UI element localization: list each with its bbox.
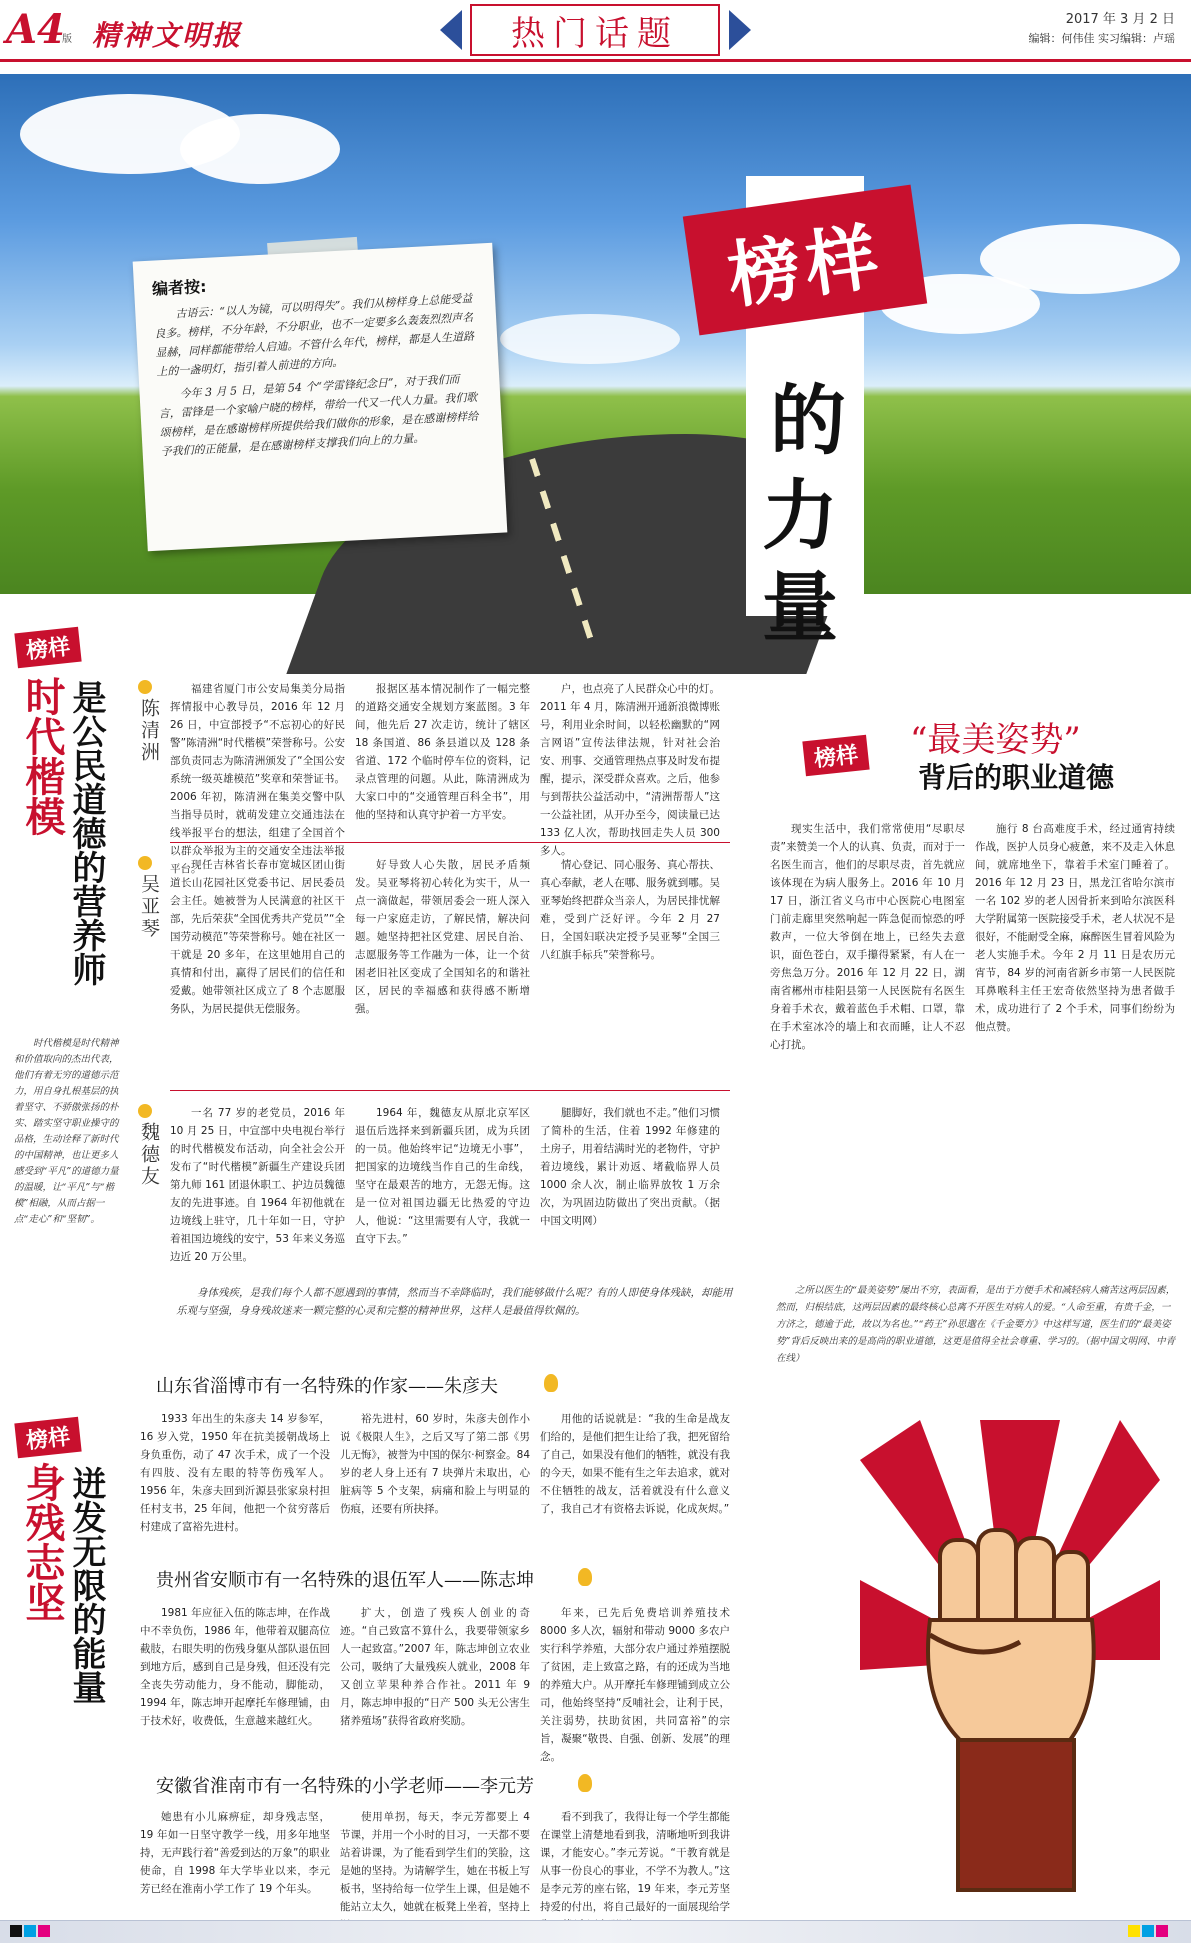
article-column: 现任吉林省长春市宽城区团山街道长山花园社区党委书记、居民委员会主任。她被誉为人民满意的社区干部，先后荣获“全国优秀共产党员”“全国劳动模范”等荣誉称号。她在社区一干就是 20 多年，在这里她用自己的真情和付出，赢得了居民们的信任和爱戴。她带领社区成立了 8 个志愿服务队，为居民提供无偿服务。 [170, 859, 345, 1015]
editor-note [133, 243, 508, 551]
color-swatch [24, 1925, 36, 1937]
article-column: 1981 年应征入伍的陈志坤，在作战中不幸负伤，1986 年，他带着双腿高位截肢，右眼失明的伤残身躯从部队退伍回到地方后，感到自己是身残，但还没有完全丧失劳动能力，身不能动，脚能动，1994 年，陈志坤开起摩托车修理铺，由于技术好，收费低，生意越来越红火。 [140, 1607, 330, 1727]
issue-date: 2017 年 3 月 2 日 [1065, 12, 1175, 27]
person-name: 吴亚琴 [138, 874, 160, 940]
lightbulb-icon [544, 1374, 558, 1392]
article-column: 裕先进村，60 岁时，朱彦夫创作小说《极限人生》，之后又写了第二部《男儿无悔》，被誉为中国的保尔·柯察金。84 岁的老人身上还有 7 块弹片未取出，心脏病等 5 个支架，病痛和脸上与明显的伤痕，还要有所抉择。 [340, 1413, 530, 1515]
editor-note-paragraph: 今年 3 月 5 日，是第 54 个“学雷锋纪念日”，对于我们而言，雷锋是一个家喻户晓的榜样，带给一代又一代人力量。我们歌颂榜样，是在感谢榜样所提供给我们做你的形象，是在感谢榜样给予我们的正能量，是在感谢榜样支撑我们向上的力量。 [158, 372, 479, 459]
article-column: 报据区基本情况制作了一幅完整的道路交通安全规划方案蓝图。3 年间，他先后 27 次走访，统计了辖区 18 条国道、86 条县道以及 128 条省道、172 个临时停车位的资料，记录点管理的问题。从此，陈清洲成为大家口中的“交通管理百科全书”，用他的坚持和认真守护着一方平安。 [355, 683, 530, 821]
color-swatch [1128, 1925, 1140, 1937]
article-column: 一名 77 岁的老党员，2016 年 10 月 25 日，中宣部中央电视台举行的时代楷模发布活动，向全社会公开发布了“时代楷模”新疆生产建设兵团第九师 161 团退休职工、护边员魏德友的先进事迹。自 1964 年初他就在边境线上驻守，几十年如一日，守护着祖国边境线的安宁，53 年来义务巡边近 20 万公里。 [170, 1107, 345, 1263]
article-column: 年来，已先后免费培训养殖技术 8000 多人次，辐射和带动 9000 多农户实行科学养殖，大部分农户通过养殖摆脱了贫困，走上致富之路，有的还成为当地的养殖大户。从开摩托车修理铺到成立公司，他始终坚持“反哺社会，让利于民，关注弱势，扶助贫困，共同富裕”的宗旨，凝聚“敬畏、自强、创新、发展”的理念。 [540, 1607, 730, 1763]
fist-shape [928, 1530, 1094, 1890]
lightbulb-icon [578, 1774, 592, 1792]
color-swatch [10, 1925, 22, 1937]
person-name: 陈清洲 [138, 698, 160, 764]
title-big: 榜样 [722, 212, 889, 319]
article-column: 好导致人心失散，居民矛盾频发。吴亚琴将初心转化为实干，从一点一滴做起，带领居委会一班人深入每一户家庭走访，了解民情，解决问题。她坚持把社区党建、居民自治、志愿服务等工作融为一体，让一个贫困老旧社区变成了全国知名的和谐社区，居民的幸福感和获得感不断增强。 [355, 859, 530, 1015]
story-heading: 贵州省安顺市有一名特殊的退伍军人——陈志坤 [156, 1570, 534, 1591]
article-column: 扩大，创造了残疾人创业的奇迹。“自己致富不算什么，我要带领家乡人一起致富。”2007 年，陈志坤创立农业公司，吸纳了大量残疾人就业，2008 年又创立苹果种养合作社。2011 年 9 月，陈志坤申报的“日产 500 头无公害生猪养殖场”获得省政府奖励。 [340, 1607, 530, 1727]
person-dot-icon [138, 680, 152, 694]
raised-fist-illustration [860, 1420, 1160, 1890]
print-footer-bar [0, 1920, 1191, 1943]
color-swatch [38, 1925, 50, 1937]
color-swatch [1142, 1925, 1154, 1937]
article-column: 用他的话说就是：“我的生命是战友们给的，是他们把生让给了我，把死留给了自己，如果没有他们的牺牲，就没有我的今天，如果不能有生之年去追求，就对不住牺牲的战友，活着就没有什么意义了，我自己才有资格去诉说，化成灰烬。” [540, 1413, 730, 1515]
editor-credit: 编辑：何伟佳 实习编辑：卢瑶 [1028, 32, 1175, 45]
article-column: 看不到我了，我得让每一个学生都能在课堂上清楚地看到我，清晰地听到我讲课，才能安心。”李元芳说。“干教育就是从事一份良心的事业，不学不为教人。”这是李元芳的座右铭，19 年来，李元芳坚持爱的付出，将自己最好的一面展现给学 [540, 1811, 730, 1913]
article1-intro: 时代楷模是时代精神和价值取向的杰出代表，他们有着无穷的道德示范力，用自身扎根基层的执着坚守、不骄傲张扬的朴实、踏实坚守职业操守的品格，生动诠释了新时代的中国精神，也让更多人感受到“平凡”的道德力量的温暖，让“平凡”与“楷模”相融，从而占据一点“走心”和“坚韧”。 [14, 1038, 119, 1225]
arrow-right-icon [729, 10, 751, 50]
divider [170, 842, 730, 843]
article-column: 户，也点亮了人民群众心中的灯。2011 年 4 月，陈清洲开通新浪微博账号，利用业余时间，以轻松幽默的“网言网语”宣传法律法规，针对社会治安、刑事、交通管理热点事及时发布提醒，提示，深受群众喜欢。之后，他参与到帮扶公益活动中，“清洲帮帮人”这一公益社团，从开办至今，阅读量已达 133 亿人次，帮助找回走失人员 300 多人。 [540, 683, 720, 857]
article-column: 她患有小儿麻痹症，却身残志坚，19 年如一日坚守教学一线，用多年地坚持，无声践行着“善爱到达的万象”的职业使命，自 1998 年大学毕业以来，李元芳已经在淮南小学工作了 19 个年头。 [140, 1811, 330, 1895]
editor-note-title: 编者按: [151, 276, 207, 299]
article2-title-main: 背后的职业道德 [918, 761, 1115, 794]
article-column: 施行 8 台高难度手术，经过通宵持续作战，医护人员身心疲惫，来不及走入休息间，就席地坐下，靠着手术室门睡着了。2016 年 12 月 23 日，黑龙江省哈尔滨市一名 102 岁的老人因骨折来到哈尔滨医科大学附属第一医院接受手术，老人状况不是很好，不能耐受全麻，麻醉医生冒着风险为老人实施手术。今年 2 月 11 日是农历元宵节，84 岁的河南省新乡市第一人民医院耳鼻喉科主任王宏奇依然坚持为患者做手术，成功进行了 2 个手术，同事们纷纷为他点赞。 [975, 823, 1175, 1033]
title-de: 的 [770, 376, 846, 465]
article1-title-black: 是公民道德的营养师 [66, 680, 106, 986]
article-column: 1964 年，魏德友从原北京军区退伍后选择来到新疆兵团，成为兵团的一员。他始终牢记“边境无小事”，把国家的边境线当作自己的生命线，坚守在最艰苦的地方，无怨无悔。这是一位对祖国边疆无比热爱的守边人，他说：“这里需要有人守，我就一直守下去。” [355, 1107, 530, 1245]
article-column: 腿脚好，我们就也不走。”他们习惯了简朴的生活，住着 1992 年修建的土房子，用着结满时光的老物件，守护着边境线，累计劝返、堵截临界人员 1000 余人次，制止临界放牧 1 万余次，为巩固边防做出了突出贡献。（据中国文明网） [540, 1107, 720, 1227]
article-column: 情心登记、同心服务、真心帮扶、真心奉献，老人在哪、服务就到哪。吴亚琴始终把群众当亲人，为居民排忧解难，受到广泛好评。今年 2 月 27 日，全国妇联决定授予吴亚琴“全国三八红旗手标兵”荣誉称号。 [540, 859, 720, 961]
page-unit: 版 [62, 34, 72, 45]
story-heading: 安徽省淮南市有一名特殊的小学老师——李元芳 [156, 1776, 534, 1797]
divider [170, 1090, 730, 1091]
arrow-left-icon [440, 10, 462, 50]
lightbulb-icon [578, 1568, 592, 1586]
article-column: 使用单拐，每天，李元芳都要上 4 节课，并用一个小时的目习，一天都不要站着讲课，为了能看到学生们的笑脸，这是她的坚持。为请解学生，她在书板上写板书，坚持给每一位学生上课，但是她不能站立太久，她就在板凳上坐着，坚持上 [340, 1811, 530, 1913]
section-title: 热门话题 [470, 4, 720, 56]
article-tag: 榜样 [802, 735, 869, 776]
title-liliang: 力量 [762, 471, 838, 652]
article-tag: 榜样 [14, 1417, 81, 1458]
story-heading: 山东省淄博市有一名特殊的作家——朱彦夫 [156, 1376, 498, 1397]
article-column: 1933 年出生的朱彦夫 14 岁参军，16 岁入党，1950 年在抗美援朝战场上身负重伤，动了 47 次手术，成了一个没有四肢、没有左眼的特等伤残军人。1956 年，朱彦夫回到沂源县张家泉村担任村支书，25 年间，他把一个贫穷落后村建成了富裕先进村。 [140, 1413, 330, 1533]
article3-title-red: 身残志坚 [19, 1462, 66, 1622]
article3-title-black: 迸发无限的能量 [66, 1466, 106, 1704]
newspaper-name: 精神文明报 [92, 19, 243, 52]
article-column: 现实生活中，我们常常使用“尽职尽责”来赞美一个人的认真、负责，而对于一名医生而言，他们的尽职尽责，首先就应该体现在为病人服务上。2016 年 10 月 17 日，浙江省义乌市中心医院心电图室门前走廊里突然响起一阵急促而惊恐的呼救声，一位大爷倒在地上，已经失去意识，面色苍白，双手攥得紧紧，有人在一旁焦急万分。2016 年 12 月 22 日，湖南省郴州市桂阳县第一人民医院有名医生身着手术衣，戴着蓝色手术帽、口罩，靠在手术室冰冷的墙上和衣而睡，让人不忍心打扰。 [770, 823, 965, 1051]
article3-intro: 身体残疾，是我们每个人都不愿遇到的事情，然而当不幸降临时，我们能够做什么呢？有的人即使身体残缺，却能用乐观与坚强，身身残故迷来一颗完整的心灵和完整的精神世界，这样人是最值得钦佩的。 [176, 1287, 733, 1317]
editor-note-paragraph: 古语云：“以人为镜，可以明得失”。我们从榜样身上总能受益良多。榜样，不分年龄，不分职业，也不一定要多么轰轰烈烈声名显赫，同样都能带给人启迪。不管什么年代，榜样，都是人生道路上的一盏明灯，指引着人前进的方向。 [154, 291, 475, 379]
article-tag: 榜样 [14, 627, 81, 668]
page-number: A4 [6, 6, 65, 53]
article-column: 福建省厦门市公安局集美分局指挥情报中心教导员，2016 年 12 月 26 日，中宣部授予“不忘初心的好民警”陈清洲“时代楷模”荣誉称号。公安部负责同志为陈清洲颁发了“全国公安系统一级英雄模范”奖章和荣誉证书。2006 年初，陈清洲在集美交警中队当指导员时，就萌发建立交通违法在线举报平台的想法，组建了全国首个以群众举报为主的交通安全违法举报平台。 [170, 683, 345, 875]
article2-conclusion: 之所以医生的“最美姿势”屡出不穷，表面看，是出于方便手术和减轻病人痛苦这两层因素，然而，归根结底，这两层因素的最终核心总离不开医生对病人的爱。“人命至重，有贵千金，一方济之，德逾于此，故以为名也。”“药王”孙思邈在《千金要方》中这样写道，医生们的“最美姿势”背后反映出来的是高尚的职业道德，这更是值得全社会尊重、学习的。（据中国文明网、中青在线） [776, 1285, 1176, 1364]
article1-title-red: 时代楷模 [19, 676, 66, 836]
person-name: 魏德友 [138, 1122, 160, 1188]
color-swatch [1156, 1925, 1168, 1937]
article2-title-quote: “最美姿势” [910, 720, 1081, 760]
person-dot-icon [138, 856, 152, 870]
person-dot-icon [138, 1104, 152, 1118]
